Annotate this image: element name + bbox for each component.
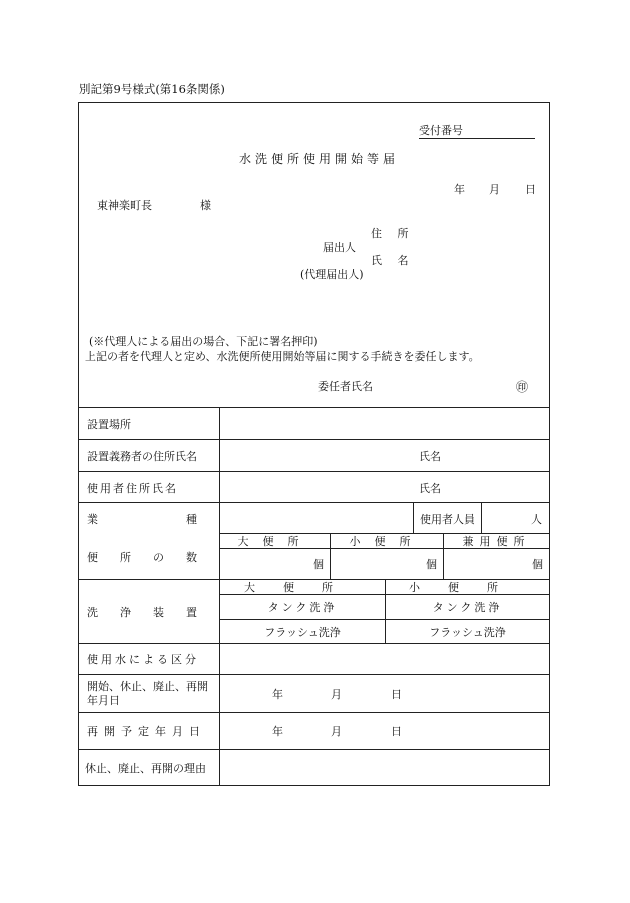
proxy-label: (代理届出人): [300, 268, 364, 281]
small-toilet-header: 小便所: [349, 535, 425, 548]
business-type-text: 業種: [87, 512, 285, 526]
reopen-month-label: 月: [331, 725, 342, 738]
large-tank-flush: タンク洗浄: [267, 601, 338, 614]
flush-large-header: 大便所: [244, 581, 361, 594]
reason-field[interactable]: [220, 750, 549, 785]
start-month-label: 月: [331, 687, 342, 701]
business-type-label: [87, 503, 285, 534]
shared-toilet-header: 兼用便所: [462, 535, 531, 548]
notification-form: [78, 102, 550, 786]
start-date-label-line2: 年月日: [87, 693, 120, 707]
water-class-label: 使用水による区分: [87, 653, 199, 666]
location-label: 設置場所: [87, 417, 131, 431]
user-label: 使用者住所氏名: [87, 481, 178, 495]
delegator-name-label: 委任者氏名: [318, 380, 373, 393]
obligor-name-label: 氏名: [419, 449, 441, 463]
start-date-label-line1: 開始、休止、廃止、再開: [87, 679, 208, 693]
proxy-note: (※代理人による届出の場合、下記に署名押印): [89, 335, 318, 348]
date-month-label: 月: [489, 183, 500, 196]
shared-toilet-unit: 個: [532, 558, 543, 571]
user-count-unit: 人: [531, 512, 542, 526]
addressee: 東神楽町長: [97, 199, 152, 212]
reason-label: 休止、廃止、再開の理由: [85, 761, 206, 775]
location-field[interactable]: [220, 408, 549, 439]
large-toilet-header: 大便所: [237, 535, 313, 548]
obligor-label: 設置義務者の住所氏名: [87, 449, 197, 463]
date-year-label: 年: [454, 183, 465, 196]
small-flushometer: フラッシュ洗浄: [429, 625, 506, 639]
address-label: 住 所: [371, 227, 415, 240]
reopen-day-label: 日: [391, 725, 402, 738]
start-year-label: 年: [272, 687, 283, 701]
start-date-label: [87, 675, 219, 712]
user-name-label: 氏名: [419, 481, 441, 495]
large-flushometer: フラッシュ洗浄: [264, 625, 341, 639]
receipt-number-field[interactable]: [419, 125, 535, 139]
form-title: 水洗便所使用開始等届: [239, 152, 400, 166]
flush-small-header: 小便所: [409, 581, 526, 594]
small-toilet-unit: 個: [426, 558, 437, 571]
reopen-year-label: 年: [272, 725, 283, 738]
date-day-label: 日: [525, 183, 536, 196]
small-tank-flush: タンク洗浄: [432, 601, 503, 614]
toilet-count-label: 便所の数: [87, 550, 219, 564]
submitter-label: 届出人: [323, 241, 356, 254]
delegation-text: 上記の者を代理人と定め、水洗便所使用開始等届に関する手続きを委任します。: [85, 350, 480, 363]
reopen-date-label: 再開予定年月日: [87, 725, 206, 738]
seal-mark: ㊞: [516, 380, 529, 394]
flush-device-label: 洗浄装置: [87, 605, 219, 619]
form-reference: 別記第9号様式(第16条関係): [79, 82, 225, 96]
start-day-label: 日: [391, 687, 402, 701]
user-count-label: 使用者人員: [420, 512, 475, 526]
name-label: 氏 名: [371, 254, 415, 267]
receipt-number-label: 受付番号: [419, 124, 463, 137]
addressee-honorific: 様: [200, 199, 211, 212]
large-toilet-unit: 個: [313, 558, 324, 571]
